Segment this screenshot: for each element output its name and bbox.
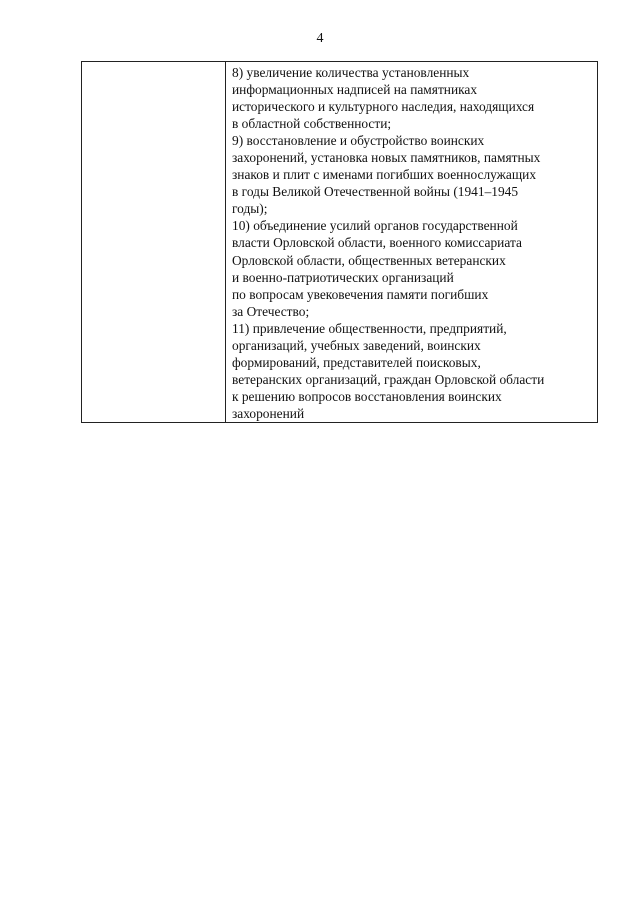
text-line: 10) объединение усилий органов государственной xyxy=(232,218,518,234)
text-line: и военно-патриотических организаций xyxy=(232,269,454,285)
page-number: 4 xyxy=(316,31,324,46)
text-line: организаций, учебных заведений, воинских xyxy=(232,337,481,353)
text-line: в областной собственности; xyxy=(232,116,392,132)
text-line: 9) восстановление и обустройство воинских xyxy=(232,133,485,149)
text-line: за Отечество; xyxy=(232,303,310,319)
text-line: в годы Великой Отечественной войны (1941–1945 xyxy=(232,184,519,200)
text-line: по вопросам увековечения памяти погибших xyxy=(232,286,489,302)
text-line: Орловской области, общественных ветеранских xyxy=(232,252,506,268)
text-line: к решению вопросов восстановления воинских xyxy=(232,388,502,404)
program-table xyxy=(81,61,598,423)
text-line: 8) увеличение количества установленных xyxy=(232,65,470,80)
list-item-10 xyxy=(232,217,593,319)
text-line: власти Орловской области, военного комиссариата xyxy=(232,235,522,251)
text-line: исторического и культурного наследия, находящихся xyxy=(232,99,535,115)
list-item-11 xyxy=(232,320,593,422)
table-cell-left xyxy=(82,62,226,423)
text-line: захоронений xyxy=(232,405,305,421)
list-item-9 xyxy=(232,132,593,217)
table-cell-right xyxy=(226,62,598,423)
text-line: захоронений, установка новых памятников, памятных xyxy=(232,150,541,166)
text-line: знаков и плит с именами погибших военнослужащих xyxy=(232,167,537,183)
text-line: годы); xyxy=(232,201,268,217)
text-line: формирований, представителей поисковых, xyxy=(232,354,481,370)
table-row xyxy=(82,62,598,423)
list-item-8 xyxy=(232,64,593,132)
text-line: информационных надписей на памятниках xyxy=(232,82,478,98)
text-line: ветеранских организаций, граждан Орловской области xyxy=(232,371,545,387)
text-line: 11) привлечение общественности, предприятий, xyxy=(232,320,507,336)
